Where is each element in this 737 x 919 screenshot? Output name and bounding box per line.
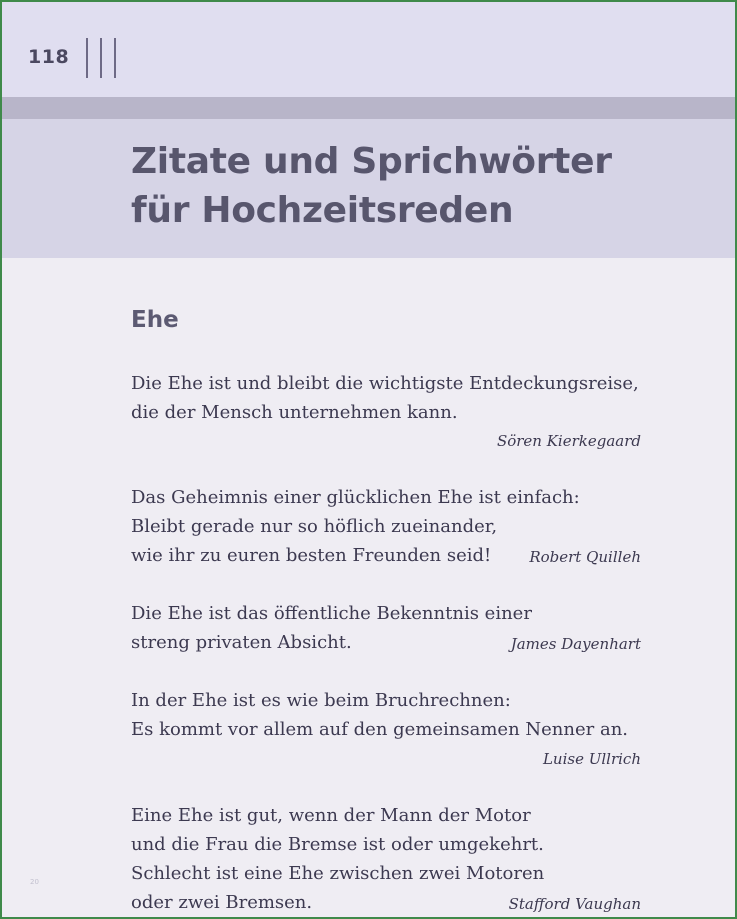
chapter-title-line: Zitate und Sprichwörter — [131, 141, 612, 182]
quote-line: Es kommt vor allem auf den gemeinsamen Nenner an. — [131, 719, 629, 740]
chapter-title — [131, 137, 612, 235]
quote-author: Stafford Vaughan — [508, 895, 641, 913]
quote-line: und die Frau die Bremse ist oder umgekehrt. — [131, 834, 544, 855]
quote-line: In der Ehe ist es wie beim Bruchrechnen: — [131, 690, 511, 711]
page-number: 118 — [28, 46, 70, 68]
quote-author: Sören Kierkegaard — [496, 432, 641, 450]
quote-author: James Dayenhart — [510, 635, 641, 653]
header-strip — [2, 97, 735, 119]
header-band — [2, 2, 735, 97]
header-divider-bar — [114, 38, 116, 78]
header-divider-bar — [86, 38, 88, 78]
quote-line: wie ihr zu euren besten Freunden seid! — [131, 545, 492, 566]
quote-author: Robert Quilleh — [529, 548, 641, 566]
section-heading: Ehe — [131, 307, 179, 333]
footer-mark: 20 — [30, 878, 39, 886]
quote-line: Schlecht ist eine Ehe zwischen zwei Motoren — [131, 863, 545, 884]
quote-text — [131, 686, 641, 744]
header-divider-bar — [100, 38, 102, 78]
quote-author: Luise Ullrich — [542, 750, 641, 768]
quote-line: Das Geheimnis einer glücklichen Ehe ist einfach: — [131, 487, 580, 508]
chapter-title-line: für Hochzeitsreden — [131, 190, 514, 231]
quote-line: Bleibt gerade nur so höflich zueinander, — [131, 516, 498, 537]
quote-line: Die Ehe ist das öffentliche Bekenntnis einer — [131, 603, 532, 624]
quote-line: streng privaten Absicht. — [131, 632, 352, 653]
quote-line: oder zwei Bremsen. — [131, 892, 313, 913]
quote-text — [131, 369, 641, 427]
quote-line: Eine Ehe ist gut, wenn der Mann der Motor — [131, 805, 531, 826]
quote-line: Die Ehe ist und bleibt die wichtigste Entdeckungsreise, — [131, 373, 639, 394]
quote-line: die der Mensch unternehmen kann. — [131, 402, 458, 423]
